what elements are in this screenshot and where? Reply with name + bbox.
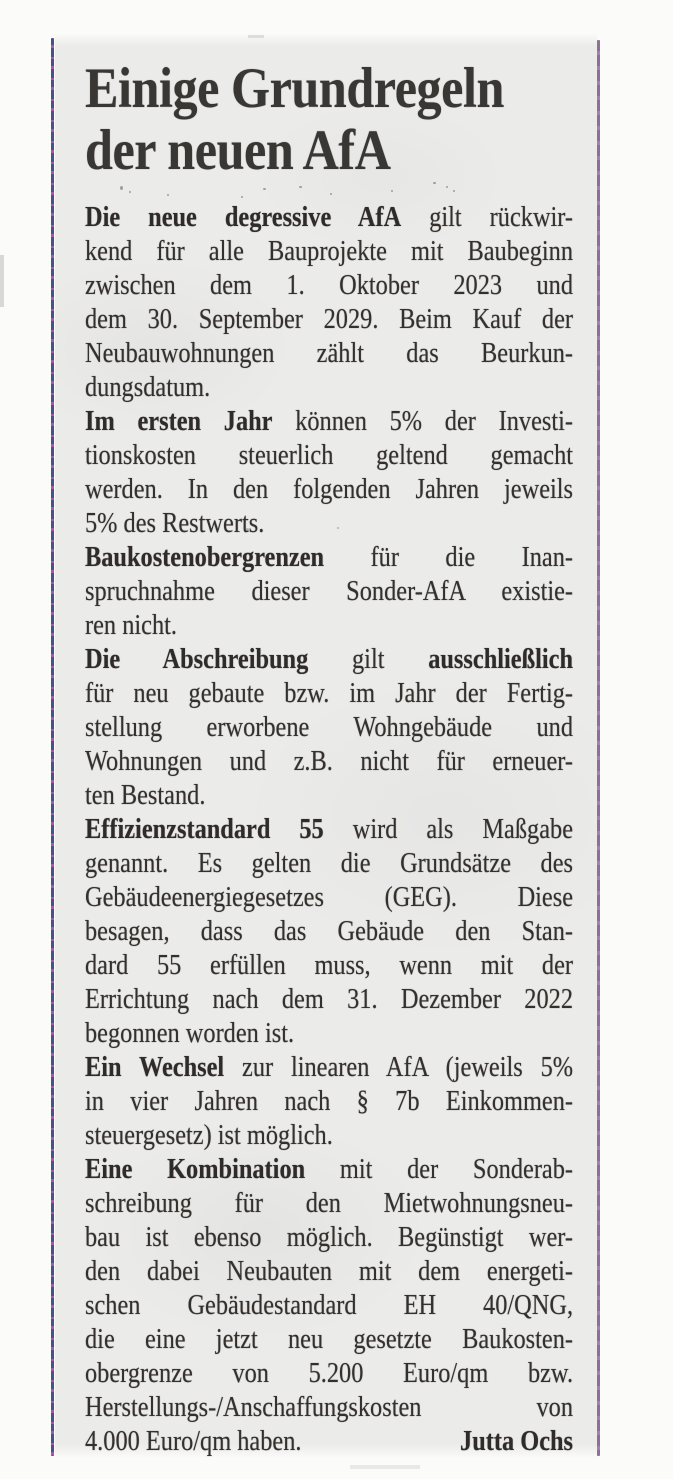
text-line xyxy=(85,812,573,846)
text-segment: steuergesetz) ist möglich. xyxy=(85,1119,333,1151)
text-line xyxy=(85,472,573,506)
text-segment: ren nicht. xyxy=(85,609,177,641)
text-segment: gilt rückwir- xyxy=(401,201,574,233)
article-paragraph xyxy=(85,1050,573,1152)
text-line xyxy=(85,1152,573,1186)
title-line: Einige Grundregeln xyxy=(85,57,504,120)
text-segment: bau ist ebenso möglich. Begünstigt wer- xyxy=(85,1221,574,1253)
text-segment: für die Inan- xyxy=(324,541,574,573)
text-segment: kend für alle Bauprojekte mit Baubeginn xyxy=(85,235,574,267)
text-line xyxy=(85,642,573,676)
text-segment: die eine jetzt neu gesetzte Baukosten- xyxy=(85,1323,574,1355)
scan-smudge xyxy=(0,255,4,307)
text-line xyxy=(85,1016,573,1050)
text-line xyxy=(85,778,573,812)
text-line xyxy=(85,200,573,234)
text-segment: tionskosten steuerlich geltend gemacht xyxy=(85,439,574,471)
scan-speckle xyxy=(241,196,243,198)
article-paragraph xyxy=(85,540,573,642)
text-segment: zur linearen AfA (jeweils 5% xyxy=(224,1051,574,1083)
text-line xyxy=(85,1220,573,1254)
text-line xyxy=(85,268,573,302)
text-segment: Herstellungs-/Anschaffungskosten von xyxy=(85,1391,574,1423)
left-column-rule xyxy=(51,38,54,1456)
text-segment: spruchnahme dieser Sonder-AfA existie- xyxy=(85,575,574,607)
scan-speckle xyxy=(167,194,169,196)
scan-speckle xyxy=(433,182,436,184)
text-segment: gilt xyxy=(308,643,429,675)
text-line xyxy=(85,1084,573,1118)
text-segment: für neu gebaute bzw. im Jahr der Fertig- xyxy=(85,677,574,709)
text-line xyxy=(85,1254,573,1288)
text-line xyxy=(85,1322,573,1356)
text-line xyxy=(85,914,573,948)
article-paragraph xyxy=(85,200,573,404)
text-segment: Gebäudeenergiegesetzes (GEG). Diese xyxy=(85,881,574,913)
text-line xyxy=(85,1186,573,1220)
scan-speckle xyxy=(246,528,249,531)
scan-speckle xyxy=(453,190,455,192)
bold-leadin: Ein Wechsel xyxy=(85,1051,225,1083)
scan-smudge xyxy=(248,35,264,38)
text-segment: dem 30. September 2029. Beim Kauf der xyxy=(85,303,574,335)
bold-leadin: Baukostenobergrenzen xyxy=(85,541,325,573)
text-segment: dungsdatum. xyxy=(85,371,211,403)
text-line xyxy=(85,234,573,268)
text-line xyxy=(85,982,573,1016)
scan-smudge xyxy=(350,1465,420,1469)
text-segment: stellung erworbene Wohngebäude und xyxy=(85,711,574,743)
text-segment: werden. In den folgenden Jahren jeweils xyxy=(85,473,574,505)
text-line xyxy=(85,710,573,744)
text-line xyxy=(85,948,573,982)
text-line xyxy=(85,1356,573,1390)
text-segment: besagen, dass das Gebäude den Stan- xyxy=(85,915,574,947)
scan-speckle xyxy=(337,527,339,529)
text-line xyxy=(85,540,573,574)
scan-speckle xyxy=(330,193,332,195)
text-line xyxy=(85,676,573,710)
right-column-rule xyxy=(597,40,600,1456)
scan-speckle xyxy=(391,190,393,192)
article-paragraph xyxy=(85,642,573,812)
text-line xyxy=(85,1390,573,1424)
scan-speckle xyxy=(446,186,448,188)
text-segment: in vier Jahren nach § 7b Einkommen- xyxy=(85,1085,574,1117)
text-segment: mit der Sonderab- xyxy=(305,1153,574,1185)
bold-leadin: Im ersten Jahr xyxy=(85,405,273,437)
text-segment: 5% des Restwerts. xyxy=(85,507,265,539)
text-segment: obergrenze von 5.200 Euro/qm bzw. xyxy=(85,1357,574,1389)
text-segment: ten Bestand. xyxy=(85,779,206,811)
text-segment: 4.000 Euro/qm haben. xyxy=(85,1425,302,1457)
text-segment: können 5% der Investi- xyxy=(272,405,574,437)
article-column xyxy=(85,34,585,1458)
bold-leadin: ausschließlich xyxy=(428,643,574,675)
scan-speckle xyxy=(129,191,131,193)
text-segment: Wohnungen und z.B. nicht für erneuer- xyxy=(85,745,574,777)
text-segment: den dabei Neubauten mit dem energeti- xyxy=(85,1255,574,1287)
text-segment: Errichtung nach dem 31. Dezember 2022 xyxy=(85,983,574,1015)
text-line xyxy=(85,302,573,336)
text-segment: Neubauwohnungen zählt das Beurkun- xyxy=(85,337,574,369)
bold-leadin: Die neue degressive AfA xyxy=(85,201,402,233)
text-line xyxy=(85,846,573,880)
title-line: der neuen AfA xyxy=(85,119,391,182)
text-line xyxy=(85,574,573,608)
text-line xyxy=(85,438,573,472)
bold-leadin: Effizienzstandard 55 xyxy=(85,813,324,845)
text-segment: schreibung für den Mietwohnungsneu- xyxy=(85,1187,574,1219)
text-segment: dard 55 erfüllen muss, wenn mit der xyxy=(85,949,574,981)
bold-leadin: Eine Kombination xyxy=(85,1153,306,1185)
text-line xyxy=(85,608,573,642)
text-line xyxy=(85,744,573,778)
text-line xyxy=(85,1118,573,1152)
scan-speckle xyxy=(263,188,266,190)
article-title xyxy=(85,58,585,182)
text-line xyxy=(85,370,573,404)
text-line xyxy=(85,336,573,370)
text-line xyxy=(85,1050,573,1084)
article-paragraph xyxy=(85,404,573,540)
scan-speckle xyxy=(299,186,302,188)
byline: Jutta Ochs xyxy=(460,1425,574,1457)
scan-speckle xyxy=(120,186,123,190)
text-segment: genannt. Es gelten die Grundsätze des xyxy=(85,847,574,879)
text-segment: wird als Maßgabe xyxy=(323,813,574,845)
text-line xyxy=(85,880,573,914)
article-body xyxy=(85,200,573,1458)
article-paragraph xyxy=(85,812,573,1050)
text-segment: schen Gebäudestandard EH 40/QNG, xyxy=(85,1289,574,1321)
text-segment: begonnen worden ist. xyxy=(85,1017,295,1049)
text-segment: zwischen dem 1. Oktober 2023 und xyxy=(85,269,574,301)
bold-leadin: Die Abschreibung xyxy=(85,643,309,675)
article-paragraph xyxy=(85,1152,573,1458)
text-line xyxy=(85,1288,573,1322)
text-line xyxy=(85,506,573,540)
text-line xyxy=(85,404,573,438)
byline-line xyxy=(85,1424,573,1458)
